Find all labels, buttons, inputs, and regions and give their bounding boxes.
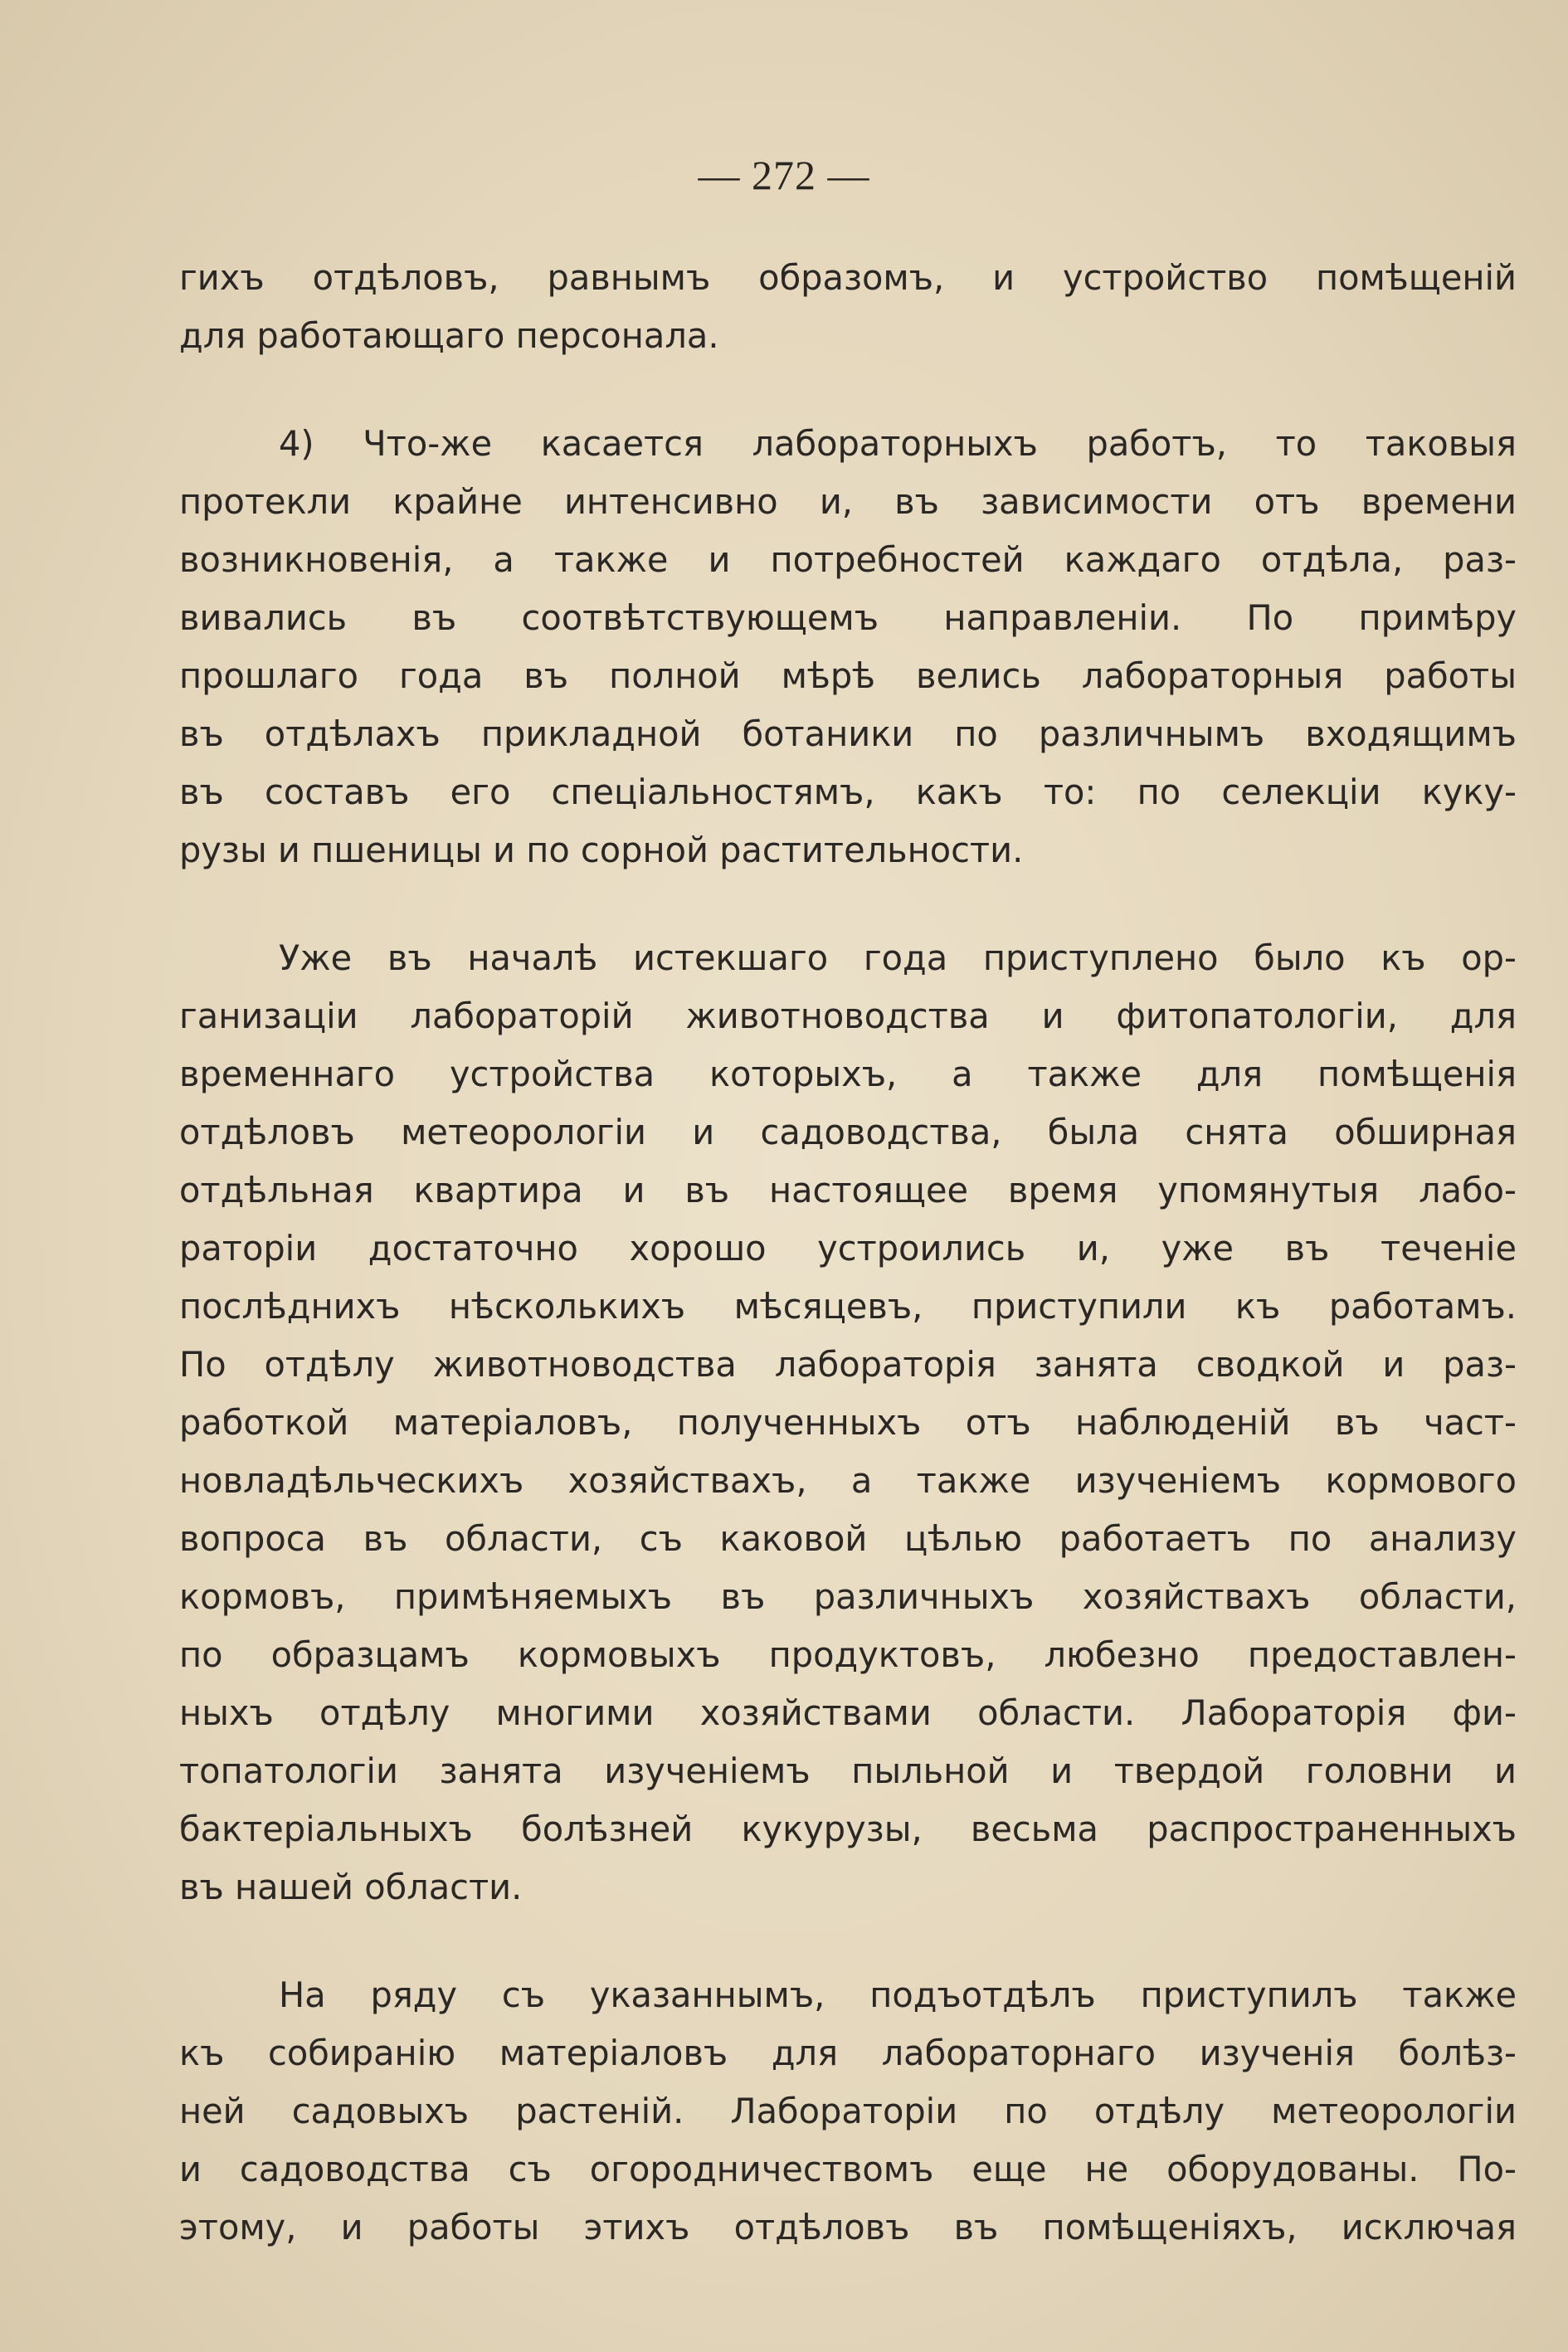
text-line: по образцамъ кормовыхъ продуктовъ, любезно предоставлен- — [179, 1634, 1517, 1675]
text-line: гихъ отдѣловъ, равнымъ образомъ, и устройство помѣщеній — [179, 257, 1517, 298]
text-line: къ собиранію матеріаловъ для лабораторнаго изученія болѣз- — [179, 2033, 1517, 2073]
text-line: для работающаго персонала. — [179, 315, 719, 356]
text-line: временнаго устройства которыхъ, а также для помѣщенія — [179, 1054, 1517, 1094]
text-line: этому, и работы этихъ отдѣловъ въ помѣщеніяхъ, исключая — [179, 2207, 1517, 2247]
text-line: топатологіи занята изученіемъ пыльной и твердой головни и — [179, 1751, 1517, 1791]
text-line: отдѣловъ метеорологіи и садоводства, была снята обширная — [179, 1112, 1517, 1152]
text-line: 4) Что-же касается лабораторныхъ работъ, то таковыя — [279, 423, 1517, 464]
text-line: ныхъ отдѣлу многими хозяйствами области. Лабораторія фи- — [179, 1692, 1517, 1733]
text-body — [179, 249, 1517, 2257]
paragraph-3 — [179, 929, 1517, 1916]
text-line: и садоводства съ огородничествомъ еще не оборудованы. По- — [179, 2149, 1517, 2189]
text-line: возникновенія, а также и потребностей каждаго отдѣла, раз- — [179, 539, 1517, 580]
text-line: вивались въ соотвѣтствующемъ направленіи. По примѣру — [179, 597, 1517, 638]
text-line: На ряду съ указаннымъ, подъотдѣлъ приступилъ также — [279, 1975, 1517, 2015]
text-line: въ нашей области. — [179, 1867, 523, 1907]
text-line: бактеріальныхъ болѣзней кукурузы, весьма распространенныхъ — [179, 1809, 1517, 1849]
paragraph-1 — [179, 249, 1517, 365]
text-line: ганизаціи лабораторій животноводства и фитопатологіи, для — [179, 996, 1517, 1036]
paragraph-4 — [179, 1966, 1517, 2257]
text-line: протекли крайне интенсивно и, въ зависимости отъ времени — [179, 481, 1517, 522]
text-line: Уже въ началѣ истекшаго года приступлено было къ ор- — [279, 937, 1517, 978]
text-line: отдѣльная квартира и въ настоящее время упомянутыя лабо- — [179, 1170, 1517, 1210]
text-line: По отдѣлу животноводства лабораторія занята сводкой и раз- — [179, 1344, 1517, 1385]
page-number: — 272 — — [698, 152, 870, 198]
text-line: прошлаго года въ полной мѣрѣ велись лабораторныя работы — [179, 655, 1517, 696]
text-line: работкой матеріаловъ, полученныхъ отъ наблюденій въ част- — [179, 1402, 1517, 1443]
text-line: въ отдѣлахъ прикладной ботаники по различнымъ входящимъ — [179, 713, 1517, 754]
text-line: новладѣльческихъ хозяйствахъ, а также изученіемъ кормового — [179, 1460, 1517, 1501]
text-line: ней садовыхъ растеній. Лабораторіи по отдѣлу метеорологіи — [179, 2091, 1517, 2131]
text-line: въ составъ его спеціальностямъ, какъ то: по селекціи куку- — [179, 772, 1517, 812]
text-line: послѣднихъ нѣсколькихъ мѣсяцевъ, приступили къ работамъ. — [179, 1286, 1517, 1327]
text-line: рузы и пшеницы и по сорной растительности. — [179, 830, 1024, 870]
text-line: кормовъ, примѣняемыхъ въ различныхъ хозяйствахъ области, — [179, 1576, 1517, 1617]
paragraph-2 — [179, 415, 1517, 879]
text-line: вопроса въ области, съ каковой цѣлью работаетъ по анализу — [179, 1518, 1517, 1559]
text-line: раторіи достаточно хорошо устроились и, уже въ теченіе — [179, 1228, 1517, 1269]
